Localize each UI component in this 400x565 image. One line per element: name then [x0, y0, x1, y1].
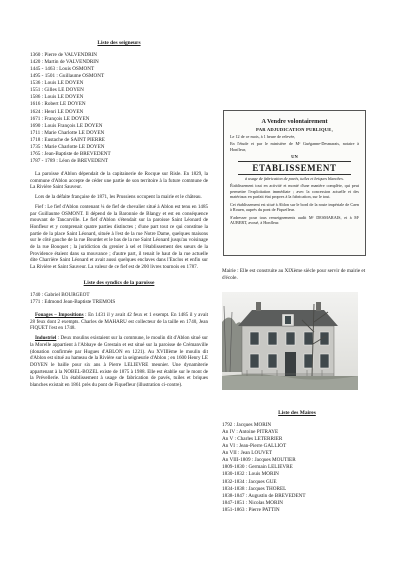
list-item: 1834-1838 : Jacques THOREL — [222, 485, 287, 492]
list-item: 1718 : Eustache de SAINT PIERRE — [30, 136, 105, 143]
list-item: 1536 : Louis LE DOYEN — [30, 80, 84, 87]
fief-paragraph: Fief : Le fief d'Ablon contenant ¼ de fief de chevalier situé à Ablon est tenu en 1485 par Guillaume OSMONT. Il dépend de la Baronnie de Blangy et est en conséquence mouvant de Tancarville. Le fief d'Ablon s'étendait sur la paroisse Saint Léonard de Honfleur et y comprenait quatre parties distinctes ; d'une part tout ce qui constitue la partie de la place Saint Léonard, située à l'est de la rue Notre Dame, quelques maisons sur le côté gauche de la rue Bourdet et le bas de la rue Saint Léonard jusqu'au voisinage de la rue Bouquet ; la juridiction du grenier à sel et l'établissement des sœurs de la Providence étaient dans sa mouvance ; d'autre part, il tenait le haut de la rue actuelle dite Charrière Saint Léonard et avait aussi quelques enclaves dans l'Enclos et enfin sur La Rivière et Saint Sauveur. La valeur de ce fief est de 200 livres tournois en 1787. — [30, 203, 208, 271]
mairie-caption: Mairie : Elle est construite au XIXème siècle pour servir de mairie et d'école. — [222, 268, 366, 282]
maires-heading: Liste des Maires — [278, 410, 316, 416]
syndics-heading: Liste des syndics de la paroisse — [83, 279, 155, 286]
history-paragraph: Lors de la défaite française de 1871, les Prussiens occupent la mairie et le château. — [35, 194, 202, 201]
list-item: 1551 : Gilles LE DOYEN — [30, 87, 84, 94]
list-item: 1740 : Gabriel BOURGEOT — [30, 291, 90, 298]
newspaper-advertisement — [223, 110, 366, 256]
list-item: 1838-1847 : Augustin de BREVEDENT — [222, 492, 306, 499]
list-item: 1830-1832 : Louis MORIN — [222, 471, 279, 478]
list-item: An VII : Jean LOUVET — [222, 450, 273, 457]
seigneurs-heading: Liste des seigneurs — [97, 40, 141, 46]
list-item: 1624 : Henri LE DOYEN — [30, 108, 84, 115]
list-item: 1809-1830 : Germain LELIEVRE — [222, 464, 293, 471]
seigneurs-list — [30, 52, 208, 165]
syndics-list — [30, 292, 208, 306]
history-paragraph: La paroisse d'Ablon dépendait de la capitainerie de Rocque sur Risle. En 1829, la commune d'Ablon accepte de céder une partie de son territoire à la future commune de La Rivière Saint Sauveur. — [30, 171, 208, 191]
ad-un: UN — [291, 154, 298, 160]
list-item: 1360 : Pierre de VALVENDRIN — [30, 52, 98, 59]
list-item: 1690 : Louis François LE DOYEN — [30, 122, 103, 129]
maires-list — [222, 422, 372, 514]
list-item: 1711 : Marie Charlotte LE DOYEN — [30, 129, 105, 136]
fouages-text: : En 1431 il y avait 42 feux et 1 exempt. En 1485 il y avait 28 feux dont 2 exempts. Charles de MAHARU est collecteur de la taille en 1740, Jean FIQUET l'est en 1748. — [30, 312, 208, 332]
list-item: 1445 - 1463 : Louis OSMONT — [30, 66, 95, 73]
industrie-lead: Industriel — [35, 335, 57, 342]
ad-big-title: ETABLISSEMENT — [238, 161, 351, 175]
list-item: An V : Charles LETERRIER — [222, 436, 283, 443]
list-item: 1586 : Louis LE DOYEN — [30, 94, 84, 101]
ad-body: S'adresser pour tous renseignements audit Mᵉ DESMARAIS, et à Mᵉ AUBERT, avoué, à Honfleur. — [230, 214, 359, 226]
mairie-photo — [222, 292, 358, 390]
ad-title: A Vendre volontairement — [261, 118, 328, 125]
list-item: An VI : Jean-Pierre GALLIOT — [222, 443, 287, 450]
list-item: 1787 - 1789 : Léon de BREVEDENT — [30, 157, 109, 164]
list-item: 1765 : Jean-Baptiste de BREVEDENT — [30, 150, 111, 157]
fouages-paragraph — [30, 312, 208, 332]
list-item: 1832-1834 : Jacques GUE — [222, 478, 277, 485]
industrie-text: : Deux moulins existaient sur la commune, le moulin dit d'Ablon situé sur la Morelle appartient à l'Abbaye de Grestain et est situé sur la paroisse de Crémanville (donation confirmée par Hugues d'ABLON en 1221). Au XVIIIème le moulin dit d'Ablon est situé au hameau de la Rivière sur la seigneurie d'Ablon ; en 1600 Henry LE DOYEN le baille pour six ans à Pierre LELIEVRE meunier. Une dynamiterie appartenant à la NOBEL-BOZEL existe de 1875 à 1988. Elle est établie sur le mont de la Prévellerie. Un établissement à usage de fabrication de pavés, tuiles et briques blanches existait en 1861 près du pont de Fiquefleur (illustration ci-contre). — [30, 335, 208, 389]
ad-description: à usage de fabrication de pavés, tuiles et briques blanches. — [245, 176, 344, 182]
list-item: An VIII-1809 : Jacques MOUTIER — [222, 457, 296, 464]
list-item: 1735 : Marie Charlotte LE DOYEN — [30, 143, 105, 150]
ad-body: Cet établissement est situé à Ablon sur le bord de la route impériale de Caen à Rouen, auprès du pont de Fiquefleur. — [230, 201, 359, 213]
list-item: 1420 : Martin de VALVENDRIN — [30, 59, 99, 66]
ad-body: Établissement tout en activité et monté d'une manière complète, qui peut permettre l'exploitation immédiate ; avec la concession actuelle et des matériaux en parfait état propres à la fabrication, sur le tout. — [230, 183, 359, 200]
list-item: 1671 : François LE DOYEN — [30, 115, 90, 122]
list-item: 1851-1863 : Pierre PATTIN — [222, 506, 280, 513]
ad-subtitle: PAR ADJUDICATION PUBLIQUE, — [256, 127, 333, 132]
list-item: 1616 : Robert LE DOYEN — [30, 101, 86, 108]
list-item: 1771 : Edmond Jean-Baptiste TREMOIS — [30, 298, 116, 305]
list-item: 1847-1851 : Nicolas MORIN — [222, 499, 283, 506]
ad-line: Le 12 de ce mois, à 1 heure de relevée, — [230, 134, 296, 139]
list-item: An IV : Antoine PITRAYE — [222, 429, 279, 436]
list-item: 1495 - 1501 : Guillaume OSMONT — [30, 73, 105, 80]
ad-line: En l'étude et par le ministère de Mᵉ Guéganne-Desmarais, notaire à Honfleur, — [230, 141, 359, 152]
industrie-paragraph — [30, 335, 208, 389]
left-column — [30, 40, 208, 392]
mairie-building-image — [222, 292, 358, 390]
fouages-lead: Fouages – Impositions — [35, 312, 84, 318]
maires-section — [222, 410, 372, 514]
list-item: 1792 : Jacques MORIN — [222, 422, 272, 429]
